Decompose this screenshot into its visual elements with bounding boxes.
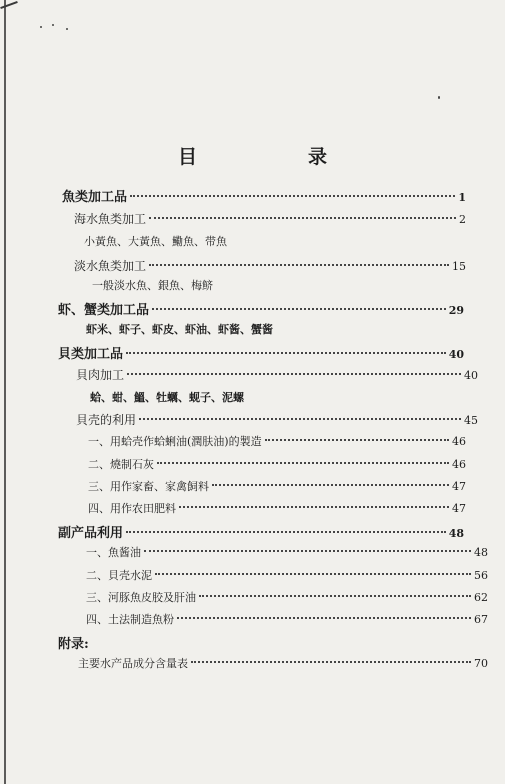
dot-leader — [127, 373, 461, 375]
toc-subtext: 小黃魚、大黃魚、鰳魚、带魚 — [84, 235, 227, 248]
toc-entry-page: 56 — [474, 569, 488, 582]
toc-entry-label: 貝肉加工 — [76, 368, 125, 382]
toc-entry[interactable] — [62, 257, 466, 274]
toc-entry-label: 海水魚类加工 — [74, 212, 147, 226]
dot-leader — [179, 506, 449, 508]
toc-entry-page: 40 — [464, 369, 478, 382]
toc-entry-label: 魚类加工品 — [62, 190, 128, 205]
toc-entry-label: 四、用作农田肥料 — [88, 502, 176, 515]
page-binding-edge — [4, 0, 6, 784]
toc-entry-page: 46 — [452, 458, 466, 471]
toc-entry[interactable] — [64, 611, 488, 627]
toc-entry[interactable] — [58, 522, 464, 541]
toc-entry-label: 一、用蛤壳作蛤蜊油(潤肤油)的製造 — [88, 435, 262, 448]
dot-leader — [212, 484, 449, 486]
toc-entry-label: 二、燒制石灰 — [88, 458, 154, 471]
scan-speck — [52, 24, 54, 26]
toc-entry-page: 47 — [452, 502, 466, 515]
toc-subtext: 虾米、虾子、虾皮、虾油、虾酱、蟹酱 — [86, 323, 273, 336]
toc-entry-page: 29 — [448, 304, 464, 317]
dot-leader — [152, 308, 446, 310]
toc-entry-page: 70 — [474, 657, 488, 670]
dot-leader — [157, 462, 449, 464]
dot-leader — [265, 439, 449, 441]
scan-speck — [40, 26, 42, 28]
scan-speck — [66, 28, 68, 30]
dot-leader — [139, 418, 461, 420]
dot-leader — [126, 531, 446, 533]
toc-subtext: 蛤、蚶、鰮、牡蠣、蚬子、泥螺 — [90, 391, 244, 404]
toc-entry[interactable] — [58, 343, 464, 362]
toc-entry-page: 40 — [448, 348, 464, 361]
appendix-heading: 附录: — [58, 637, 89, 652]
toc-entry[interactable] — [66, 478, 466, 494]
corner-mark — [0, 1, 18, 9]
toc-entry-label: 虾、蟹类加工品 — [58, 303, 150, 318]
toc-entry-page: 48 — [474, 546, 488, 559]
toc-entry[interactable] — [64, 366, 478, 383]
dot-leader — [155, 573, 471, 575]
toc-entry-page: 15 — [452, 260, 466, 273]
toc-entry-page: 62 — [474, 591, 488, 604]
toc-entry-page: 2 — [459, 213, 466, 226]
page-title: 目 录 — [177, 146, 373, 168]
toc-entry[interactable] — [64, 589, 488, 605]
toc-entry-label: 二、貝壳水泥 — [86, 569, 152, 582]
dot-leader — [149, 264, 449, 266]
toc-entry-label: 主要水产品成分含量表 — [78, 657, 188, 670]
toc-entry-page: 1 — [458, 191, 466, 204]
toc-entry-label: 貝壳的利用 — [76, 413, 137, 427]
dot-leader — [191, 661, 471, 663]
toc-entry-page: 67 — [474, 613, 488, 626]
toc-entry-page: 46 — [452, 435, 466, 448]
toc-entry-label: 一、魚酱油 — [86, 546, 141, 559]
toc-entry[interactable] — [58, 299, 464, 318]
toc-entry-label: 副产品利用 — [58, 526, 124, 541]
toc-entry-page: 47 — [452, 480, 466, 493]
dot-leader — [177, 617, 471, 619]
toc-entry-label: 貝类加工品 — [58, 347, 124, 362]
toc-entry-label: 三、河豚魚皮胶及肝油 — [86, 591, 196, 604]
toc-entry-label: 四、土法制造魚粉 — [86, 613, 174, 626]
toc-entry-label: 三、用作家畜、家禽飼料 — [88, 480, 209, 493]
dot-leader — [130, 195, 455, 197]
toc-entry[interactable] — [66, 433, 466, 449]
toc-entry[interactable] — [64, 411, 478, 428]
toc-entry[interactable] — [66, 456, 466, 472]
toc-entry-page: 45 — [464, 414, 478, 427]
toc-entry[interactable] — [64, 567, 488, 583]
dot-leader — [149, 217, 456, 219]
toc-subtext: 一般淡水魚、銀魚、梅鲚 — [92, 279, 213, 292]
toc-entry[interactable] — [56, 655, 488, 671]
dot-leader — [199, 595, 471, 597]
toc-entry-label: 淡水魚类加工 — [74, 259, 147, 273]
toc-entry[interactable] — [64, 544, 488, 560]
dot-leader — [144, 550, 471, 552]
scan-speck — [438, 96, 440, 99]
toc-entry-page: 48 — [448, 527, 464, 540]
toc-entry[interactable] — [66, 500, 466, 516]
toc-entry[interactable] — [62, 210, 466, 227]
toc-entry[interactable] — [62, 186, 466, 205]
dot-leader — [126, 352, 446, 354]
